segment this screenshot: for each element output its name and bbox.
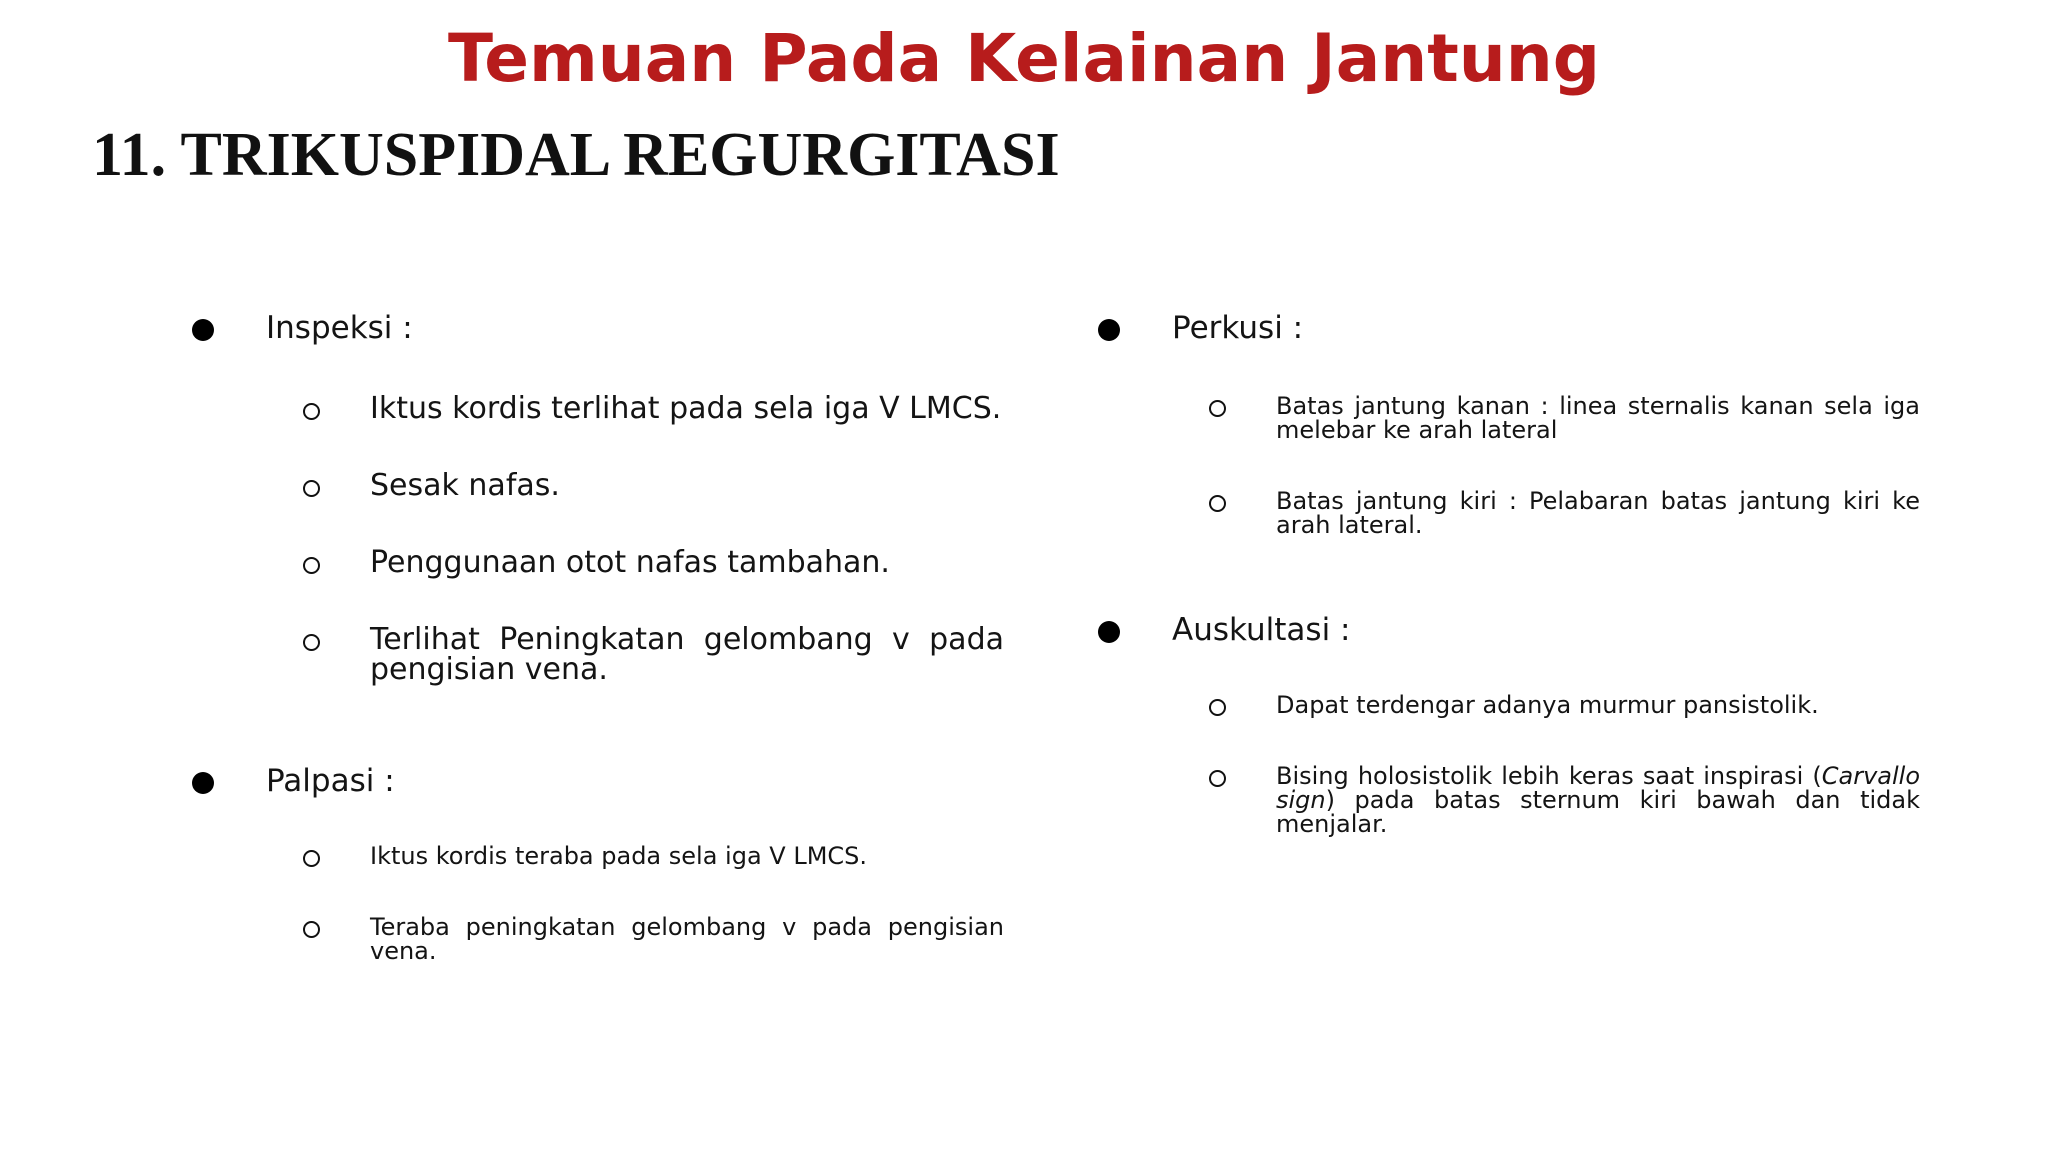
list-item xyxy=(1098,487,1920,540)
bullet-dot-icon xyxy=(192,319,214,341)
auskultasi-heading xyxy=(1098,612,1920,649)
right-column xyxy=(1098,310,1920,839)
ring-bullet-icon xyxy=(1209,495,1226,512)
palpasi-section xyxy=(192,763,1004,966)
ring-bullet-icon xyxy=(1209,770,1226,787)
list-item-text-pre: Bising holosistolik lebih keras saat inspirasi ( xyxy=(1276,762,1822,791)
list-item xyxy=(1098,691,1920,720)
list-item-text: Iktus kordis teraba pada sela iga V LMCS. xyxy=(370,842,868,871)
ring-bullet-icon xyxy=(1209,699,1226,716)
list-item-text: Dapat terdengar adanya murmur pansistolik. xyxy=(1276,691,1819,720)
list-item-text-post: ) pada batas sternum kiri bawah dan tidak menjalar. xyxy=(1276,786,1920,839)
ring-bullet-icon xyxy=(303,850,320,867)
inspeksi-list xyxy=(192,391,1004,688)
ring-bullet-icon xyxy=(303,557,320,574)
list-item-text: Penggunaan otot nafas tambahan. xyxy=(370,545,890,581)
list-item xyxy=(192,468,1004,504)
palpasi-list xyxy=(192,842,1004,966)
list-item-text: Sesak nafas. xyxy=(370,468,560,504)
palpasi-heading-label: Palpasi : xyxy=(266,763,395,800)
left-column xyxy=(192,310,1004,966)
perkusi-heading xyxy=(1098,310,1920,347)
auskultasi-section xyxy=(1098,612,1920,839)
ring-bullet-icon xyxy=(1209,400,1226,417)
perkusi-list xyxy=(1098,392,1920,540)
list-item xyxy=(1098,392,1920,445)
auskultasi-list xyxy=(1098,691,1920,839)
bullet-dot-icon xyxy=(192,772,214,794)
inspeksi-heading xyxy=(192,310,1004,347)
list-item xyxy=(1098,762,1920,839)
palpasi-heading xyxy=(192,763,1004,800)
bullet-dot-icon xyxy=(1098,621,1120,643)
ring-bullet-icon xyxy=(303,480,320,497)
list-item xyxy=(192,913,1004,966)
slide-title: Temuan Pada Kelainan Jantung xyxy=(447,20,1601,97)
auskultasi-heading-label: Auskultasi : xyxy=(1172,612,1351,649)
list-item xyxy=(192,622,1004,688)
list-item-text: Terlihat Peningkatan gelombang v pada pengisian vena. xyxy=(370,622,1004,688)
carvallo-sign-text: Carvallo sign xyxy=(1276,762,1920,815)
bullet-dot-icon xyxy=(1098,319,1120,341)
list-item-text: Teraba peningkatan gelombang v pada pengisian vena. xyxy=(370,913,1004,966)
ring-bullet-icon xyxy=(303,634,320,651)
inspeksi-heading-label: Inspeksi : xyxy=(266,310,413,346)
list-item-text: Batas jantung kanan : linea sternalis kanan sela iga melebar ke arah lateral xyxy=(1276,392,1920,445)
inspeksi-section xyxy=(192,310,1004,688)
list-item xyxy=(192,545,1004,581)
ring-bullet-icon xyxy=(303,921,320,938)
perkusi-heading-label: Perkusi : xyxy=(1172,310,1304,346)
list-item xyxy=(192,842,1004,871)
perkusi-section xyxy=(1098,310,1920,540)
list-item xyxy=(192,391,1004,427)
ring-bullet-icon xyxy=(303,403,320,420)
section-title: 11. TRIKUSPIDAL REGURGITASI xyxy=(92,121,1060,189)
list-item-text: Batas jantung kiri : Pelabaran batas jantung kiri ke arah lateral. xyxy=(1276,487,1920,540)
list-item-text: Iktus kordis terlihat pada sela iga V LMCS. xyxy=(370,391,1002,427)
